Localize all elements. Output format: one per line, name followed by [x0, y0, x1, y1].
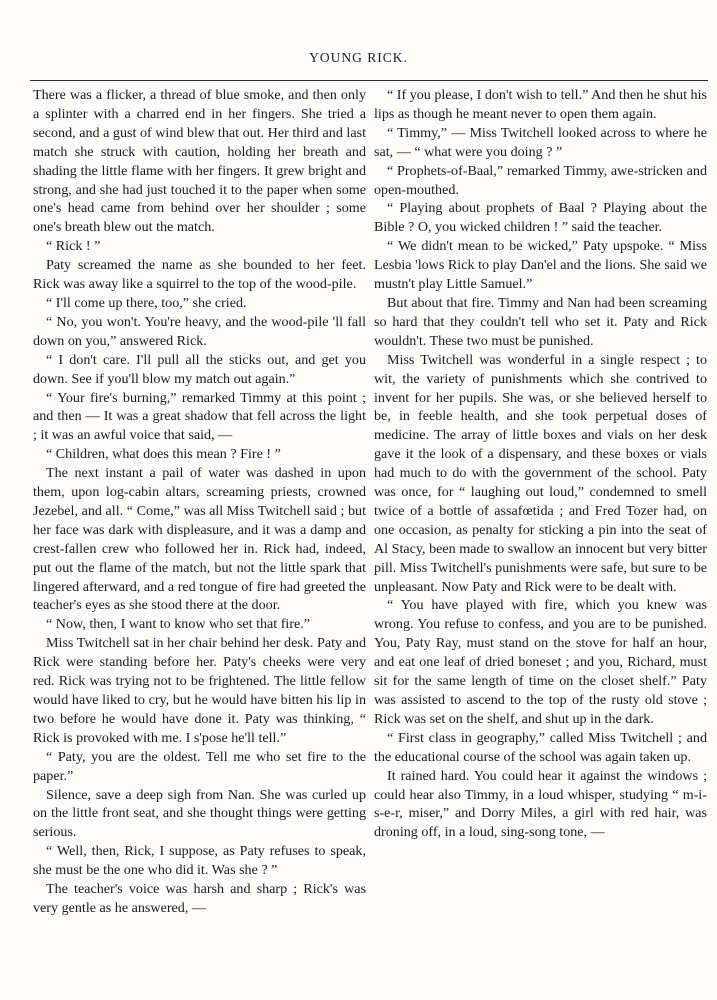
paragraph: “ Your fire's burning,” remarked Timmy at this point ; and then — It was a great shadow that fell across the light ; it was an awful voice that said, —	[33, 389, 366, 444]
paragraph: “ Well, then, Rick, I suppose, as Paty refuses to speak, she must be the one who did it. Was she ? ”	[33, 843, 366, 879]
paragraph: “ Paty, you are the oldest. Tell me who set fire to the paper.”	[33, 748, 366, 784]
paragraph: It rained hard. You could hear it against the windows ; could hear also Timmy, in a loud whisper, studying “ m-i-s-e-r, miser,” and Dorry Miles, a girl with red hair, was droning off, in a loud, sing-song tone, —	[374, 767, 707, 841]
paragraph: “ Children, what does this mean ? Fire ! ”	[46, 446, 281, 463]
paragraph: There was a flicker, a thread of blue smoke, and then only a splinter with a charred end in her fingers. She tried a second, and a gust of wind blew that out. Her third and last match she struck with caution, holding her breath and shading the little flame with her fingers. It grew bright and strong, and she had just touched it to the paper when some one's head came from behind over her shoulder ; some one's breath blew out the match.	[33, 87, 366, 236]
running-header: YOUNG RICK.	[309, 50, 408, 65]
paragraph: Miss Twitchell sat in her chair behind her desk. Paty and Rick were standing before her. Paty's cheeks were very red. Rick was trying not to be frightened. The little fellow would have liked to cry, but he would have bitten his lip in two before he would have done it. Paty was thinking, “ Rick is provoked with me. I s'pose he'll tell.”	[33, 635, 366, 746]
paragraph: “ Timmy,” — Miss Twitchell looked across to where he sat, — “ what were you doing ? ”	[374, 124, 707, 160]
paragraph: The teacher's voice was harsh and sharp ; Rick's was very gentle as he answered, —	[33, 881, 366, 916]
paragraph: “ No, you won't. You're heavy, and the wood-pile 'll fall down on you,” answered Rick.	[33, 313, 366, 349]
paragraph: “ Now, then, I want to know who set that fire.”	[46, 616, 311, 633]
right-column	[374, 86, 707, 842]
paragraph: “ If you please, I don't wish to tell.” And then he shut his lips as though he meant never to open them again.	[374, 87, 707, 122]
paragraph: Silence, save a deep sigh from Nan. She was curled up on the little front seat, and she thought things were getting serious.	[33, 786, 366, 841]
paragraph: Miss Twitchell was wonderful in a single respect ; to wit, the variety of punishments which she contrived to invent for her pupils. She was, or she believed herself to be, in feeble health, and she took perpetual doses of medicine. The array of little boxes and vials on her desk gave it the look of a dispensary, and these boxes or vials had much to do with the government of the school. Paty was once, for “ laughing out loud,” condemned to smell twice of a bottle of assafœtida ; and Fred Tozer had, on one occasion, as penalty for sticking a pin into the seat of Al Stacy, been made to swallow an innocent but very bitter pill. Miss Twitchell's punishments were safe, but sure to be unpleasant. Now Paty and Rick were to be dealt with.	[374, 351, 707, 595]
paragraph: “ Playing about prophets of Baal ? Playing about the Bible ? O, you wicked children ! ” said the teacher.	[374, 200, 707, 236]
paragraph: “ Prophets-of-Baal,” remarked Timmy, awe-stricken and open-mouthed.	[374, 162, 707, 198]
paragraph: “ Rick ! ”	[46, 238, 101, 255]
paragraph: But about that fire. Timmy and Nan had been screaming so hard that they couldn't tell who set it. Paty and Rick wouldn't. These two must be punished.	[374, 294, 707, 349]
paragraph: “ I'll come up there, too,” she cried.	[46, 294, 247, 311]
header-rule	[30, 80, 708, 81]
paragraph: “ First class in geography,” called Miss Twitchell ; and the educational course of the school was again taken up.	[374, 729, 707, 765]
paragraph: “ You have played with fire, which you knew was wrong. You refuse to confess, and you are to be punished. You, Paty Ray, must stand on the stove for half an hour, and eat one leaf of dried boneset ; and you, Richard, must sit for the same length of time on the closet shelf.” Paty was assisted to ascend to the top of the rusty old stove ; Rick was set on the shelf, and shut up in the dark.	[374, 597, 707, 727]
left-column	[33, 86, 366, 918]
paragraph: “ We didn't mean to be wicked,” Paty upspoke. “ Miss Lesbia 'lows Rick to play Dan'el and the lions. She said we mustn't play Little Samuel.”	[374, 238, 707, 293]
paragraph: “ I don't care. I'll pull all the sticks out, and get you down. See if you'll blow my match out again.”	[33, 351, 366, 387]
paragraph: The next instant a pail of water was dashed in upon them, upon log-cabin altars, screaming priests, crowned Jezebel, and all. “ Come,” was all Miss Twitchell said ; but her face was dark with displeasure, and it was a damp and crest-fallen crew who followed her in. Rick had, indeed, put out the flame of the match, but not the little spark that lingered afterward, and a red tongue of fire had greeted the teacher's eyes as she stood there at the door.	[33, 465, 366, 614]
paragraph: Paty screamed the name as she bounded to her feet. Rick was away like a squirrel to the top of the wood-pile.	[33, 257, 366, 293]
